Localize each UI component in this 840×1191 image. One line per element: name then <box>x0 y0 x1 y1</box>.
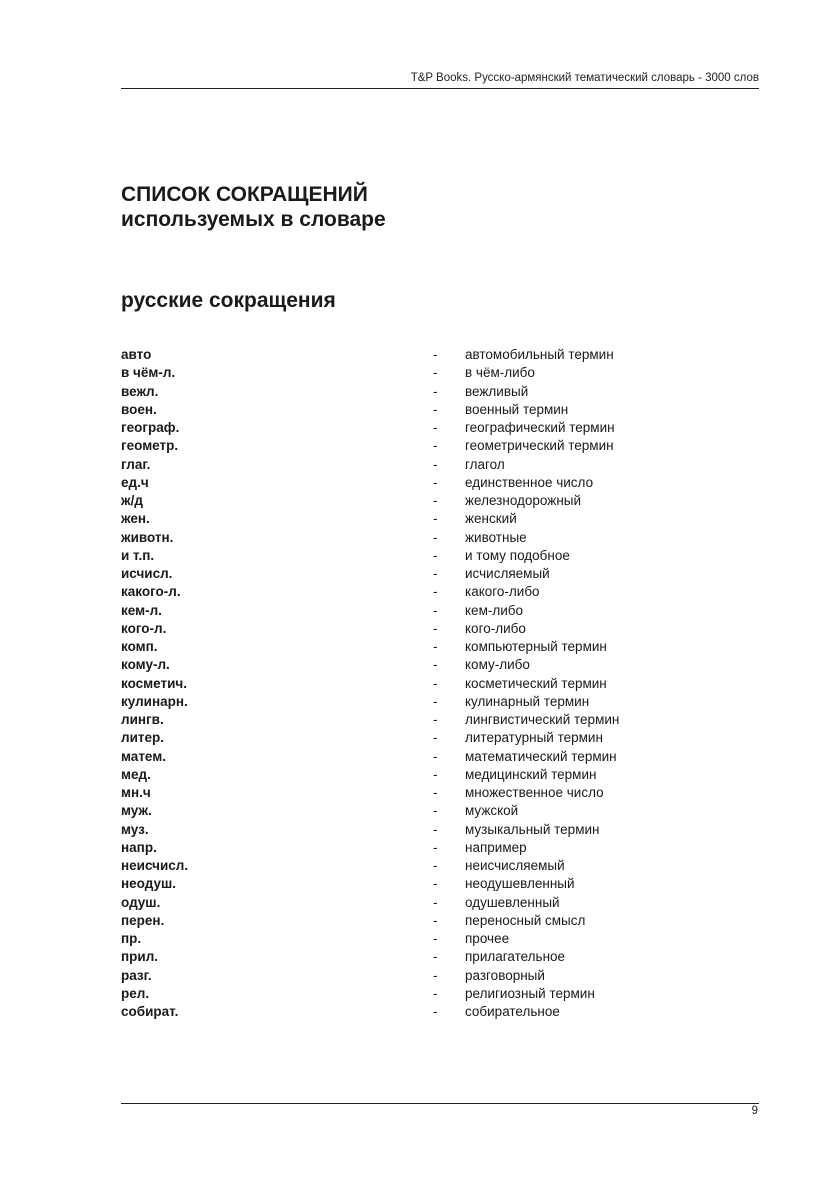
abbreviation: авто <box>121 347 152 362</box>
abbreviation: ед.ч <box>121 474 149 490</box>
abbreviation-meaning: мужской <box>465 803 519 819</box>
abbreviation: комп. <box>121 639 158 654</box>
abbreviation: в чём-л. <box>121 365 176 381</box>
separator-dash: - <box>433 931 438 946</box>
separator-dash: - <box>433 511 438 527</box>
abbreviation-meaning: единственное число <box>465 474 594 490</box>
separator-dash: - <box>433 566 438 581</box>
separator-dash: - <box>433 547 438 563</box>
abbreviation-row <box>121 930 761 948</box>
abbreviation-meaning: автомобильный термин <box>465 347 614 362</box>
abbreviation-row <box>121 766 761 784</box>
abbreviation: какого-л. <box>121 584 181 600</box>
separator-dash: - <box>433 529 438 545</box>
abbreviation-meaning: косметический термин <box>465 675 607 691</box>
separator-dash: - <box>433 985 438 1001</box>
separator-dash: - <box>433 748 438 764</box>
abbreviation: вежл. <box>121 383 159 399</box>
separator-dash: - <box>433 347 438 362</box>
separator-dash: - <box>433 876 438 892</box>
section-title: русские сокращения <box>121 289 336 312</box>
abbreviation-row <box>121 675 761 693</box>
separator-dash: - <box>433 365 438 381</box>
separator-dash: - <box>433 894 438 910</box>
abbreviation-row <box>121 729 761 747</box>
abbreviation-row <box>121 419 761 437</box>
abbreviation-meaning: женский <box>465 511 517 527</box>
abbreviation: кем-л. <box>121 602 162 618</box>
abbreviation-meaning: одушевленный <box>465 894 560 910</box>
abbreviation-row <box>121 547 761 565</box>
abbreviation: рел. <box>121 985 150 1001</box>
abbreviation: собират. <box>121 1004 179 1019</box>
abbreviation-meaning: кого-либо <box>465 620 526 636</box>
abbreviation-row <box>121 620 761 638</box>
abbreviation: и т.п. <box>121 547 155 563</box>
abbreviation-row <box>121 583 761 601</box>
abbreviation: одуш. <box>121 894 161 910</box>
abbreviation-list <box>121 346 761 1021</box>
abbreviation-meaning: железнодорожный <box>465 493 582 508</box>
separator-dash: - <box>433 420 438 435</box>
abbreviation: животн. <box>121 529 174 545</box>
abbreviation-row <box>121 638 761 656</box>
abbreviation: ж/д <box>121 493 143 508</box>
abbreviation: матем. <box>121 748 166 764</box>
abbreviation-row <box>121 456 761 474</box>
separator-dash: - <box>433 493 438 508</box>
abbreviation: пр. <box>121 931 142 946</box>
separator-dash: - <box>433 712 438 727</box>
abbreviation: перен. <box>121 912 165 928</box>
abbreviation-meaning: множественное число <box>465 785 604 800</box>
abbreviation-row <box>121 693 761 711</box>
abbreviation-meaning: в чём-либо <box>465 365 535 381</box>
running-header: T&P Books. Русско-армянский тематический словарь - 3000 слов <box>410 72 759 84</box>
abbreviation-meaning: кулинарный термин <box>465 693 590 709</box>
abbreviation-row <box>121 967 761 985</box>
separator-dash: - <box>433 474 438 490</box>
separator-dash: - <box>433 803 438 819</box>
abbreviation-row <box>121 1003 761 1021</box>
abbreviation: мн.ч <box>121 785 151 800</box>
separator-dash: - <box>433 675 438 691</box>
separator-dash: - <box>433 620 438 636</box>
abbreviation-row <box>121 492 761 510</box>
separator-dash: - <box>433 602 438 618</box>
abbreviation: кулинарн. <box>121 693 188 709</box>
abbreviation-meaning: литературный термин <box>465 730 603 746</box>
abbreviation-meaning: военный термин <box>465 401 569 417</box>
separator-dash: - <box>433 766 438 782</box>
abbreviation-row <box>121 985 761 1003</box>
abbreviation-row <box>121 401 761 419</box>
abbreviation-meaning: разговорный <box>465 967 545 983</box>
abbreviation-row <box>121 802 761 820</box>
abbreviation-row <box>121 364 761 382</box>
abbreviation: муж. <box>121 803 152 819</box>
separator-dash: - <box>433 967 438 983</box>
abbreviation-meaning: математический термин <box>465 748 617 764</box>
page-subtitle: используемых в словаре <box>121 208 386 231</box>
abbreviation-row <box>121 510 761 528</box>
abbreviation-meaning: географический термин <box>465 420 615 435</box>
abbreviation-row <box>121 875 761 893</box>
abbreviation: мед. <box>121 766 151 782</box>
abbreviation: неисчисл. <box>121 858 189 873</box>
abbreviation-meaning: геометрический термин <box>465 438 614 454</box>
separator-dash: - <box>433 1004 438 1019</box>
abbreviation-meaning: компьютерный термин <box>465 639 607 654</box>
abbreviation: напр. <box>121 839 157 855</box>
abbreviation-row <box>121 894 761 912</box>
abbreviation-row <box>121 857 761 875</box>
abbreviation-row <box>121 948 761 966</box>
abbreviation-row <box>121 748 761 766</box>
abbreviation-row <box>121 784 761 802</box>
abbreviation-row <box>121 437 761 455</box>
abbreviation-meaning: переносный смысл <box>465 912 586 928</box>
abbreviation: муз. <box>121 821 149 837</box>
abbreviation: литер. <box>121 730 164 746</box>
abbreviation-row <box>121 656 761 674</box>
abbreviation-meaning: глагол <box>465 456 505 472</box>
separator-dash: - <box>433 693 438 709</box>
abbreviation-row <box>121 839 761 857</box>
abbreviation-row <box>121 383 761 401</box>
abbreviation: глаг. <box>121 456 151 472</box>
abbreviation: кому-л. <box>121 657 170 673</box>
abbreviation-row <box>121 529 761 547</box>
separator-dash: - <box>433 383 438 399</box>
abbreviation: жен. <box>121 511 150 527</box>
separator-dash: - <box>433 821 438 837</box>
abbreviation-meaning: кем-либо <box>465 602 524 618</box>
separator-dash: - <box>433 639 438 654</box>
abbreviation-meaning: неисчисляемый <box>465 858 565 873</box>
separator-dash: - <box>433 785 438 800</box>
abbreviation: разг. <box>121 967 152 983</box>
abbreviation: исчисл. <box>121 566 173 581</box>
separator-dash: - <box>433 730 438 746</box>
page-number: 9 <box>751 1105 758 1117</box>
abbreviation-meaning: неодушевленный <box>465 876 575 892</box>
abbreviation: воен. <box>121 401 157 417</box>
abbreviation-row <box>121 912 761 930</box>
abbreviation-row <box>121 602 761 620</box>
abbreviation: косметич. <box>121 675 187 691</box>
footer-divider <box>121 1103 759 1104</box>
abbreviation-meaning: животные <box>465 529 527 545</box>
abbreviation-meaning: религиозный термин <box>465 985 595 1001</box>
header-divider <box>121 88 759 89</box>
separator-dash: - <box>433 657 438 673</box>
abbreviation: неодуш. <box>121 876 176 892</box>
abbreviation-meaning: вежливый <box>465 383 529 399</box>
separator-dash: - <box>433 456 438 472</box>
abbreviation-row <box>121 346 761 364</box>
separator-dash: - <box>433 949 438 965</box>
separator-dash: - <box>433 858 438 873</box>
abbreviation: географ. <box>121 420 180 435</box>
abbreviation: прил. <box>121 949 159 965</box>
abbreviation-meaning: собирательное <box>465 1004 560 1019</box>
page-title: СПИСОК СОКРАЩЕНИЙ <box>121 183 368 206</box>
abbreviation: геометр. <box>121 438 179 454</box>
abbreviation-meaning: медицинский термин <box>465 766 597 782</box>
abbreviation-meaning: какого-либо <box>465 584 540 600</box>
separator-dash: - <box>433 584 438 600</box>
abbreviation-row <box>121 565 761 583</box>
separator-dash: - <box>433 912 438 928</box>
abbreviation-row <box>121 821 761 839</box>
abbreviation-meaning: и тому подобное <box>465 547 570 563</box>
abbreviation-meaning: прилагательное <box>465 949 566 965</box>
abbreviation-meaning: прочее <box>465 931 510 946</box>
abbreviation-row <box>121 474 761 492</box>
abbreviation: кого-л. <box>121 620 167 636</box>
separator-dash: - <box>433 401 438 417</box>
abbreviation-row <box>121 711 761 729</box>
abbreviation-meaning: например <box>465 839 527 855</box>
abbreviation-meaning: музыкальный термин <box>465 821 600 837</box>
abbreviation-meaning: лингвистический термин <box>465 712 620 727</box>
abbreviation-meaning: кому-либо <box>465 657 530 673</box>
separator-dash: - <box>433 438 438 454</box>
separator-dash: - <box>433 839 438 855</box>
abbreviation-meaning: исчисляемый <box>465 566 550 581</box>
abbreviation: лингв. <box>121 712 164 727</box>
